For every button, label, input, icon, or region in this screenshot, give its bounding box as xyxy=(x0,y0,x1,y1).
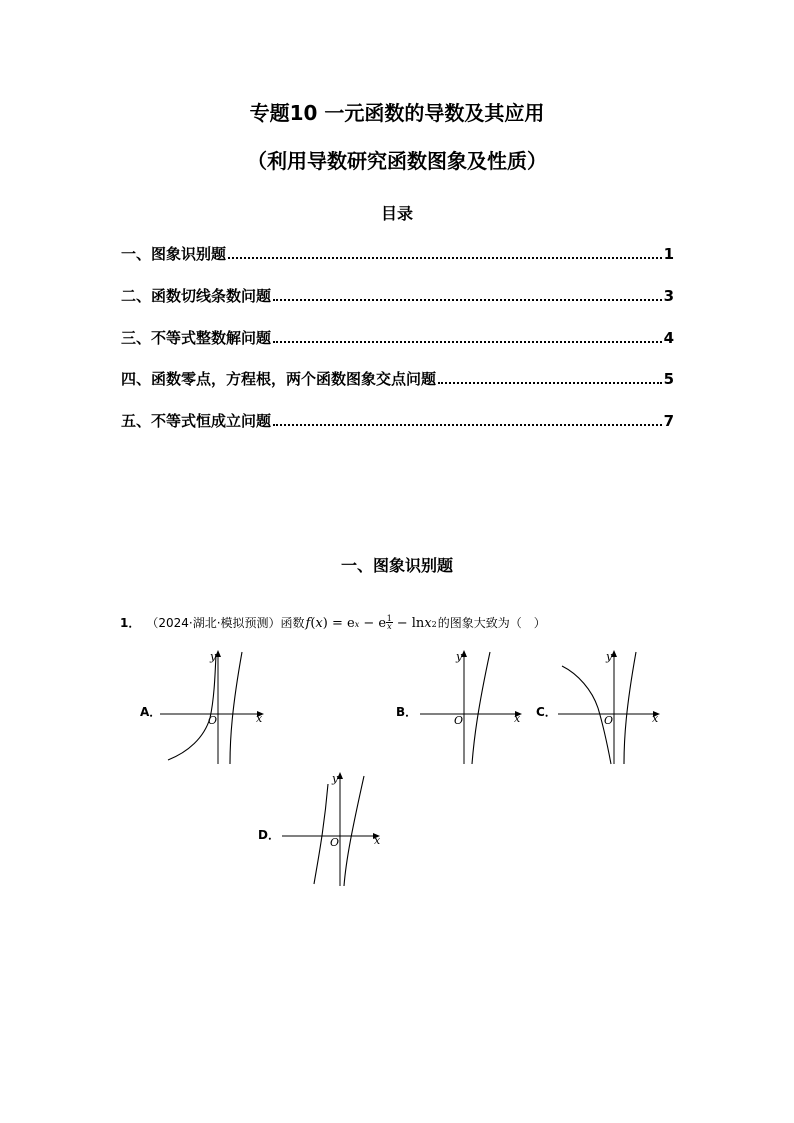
toc-item[interactable] xyxy=(121,368,674,390)
question-formula: f ( x ) = e x − e $\frac{1}{x}$ − ln x 2 xyxy=(305,613,437,631)
question-stem xyxy=(120,614,546,631)
option-a-label[interactable]: A． xyxy=(140,705,162,719)
toc-item-page: 5 xyxy=(663,370,674,388)
curve-right-branch xyxy=(344,776,364,886)
option-b-label[interactable]: B． xyxy=(396,705,418,719)
toc-item-label: 二、函数切线条数问题 xyxy=(121,287,272,305)
origin-label: O xyxy=(604,714,614,727)
document-subtitle: （利用导数研究函数图象及性质） xyxy=(247,149,547,173)
y-axis-label: y xyxy=(606,650,613,663)
x-axis-label: x xyxy=(514,712,521,725)
option-c-graph[interactable] xyxy=(556,648,666,766)
curve-left-branch xyxy=(168,654,216,760)
option-b-graph[interactable] xyxy=(418,648,528,766)
curve-right-branch xyxy=(624,652,636,764)
y-axis-label: y xyxy=(332,772,339,785)
toc-leader xyxy=(228,256,662,259)
y-axis-label: y xyxy=(210,650,217,663)
question-source: （2024·湖北·模拟预测）函数 xyxy=(146,616,305,630)
toc-item[interactable] xyxy=(121,243,674,265)
toc-item[interactable] xyxy=(121,410,674,432)
x-axis-label: x xyxy=(374,834,381,847)
section-heading: 一、图象识别题 xyxy=(340,556,453,575)
origin-label: O xyxy=(330,836,340,849)
toc-leader xyxy=(273,340,662,343)
toc-leader xyxy=(438,381,662,384)
toc-heading: 目录 xyxy=(380,204,413,223)
x-axis-label: x xyxy=(256,712,263,725)
option-d-label[interactable]: D． xyxy=(258,828,280,842)
y-axis-label: y xyxy=(456,650,463,663)
toc-leader xyxy=(273,298,662,301)
toc-item-page: 3 xyxy=(663,287,674,305)
option-d-graph[interactable] xyxy=(280,770,390,888)
origin-label: O xyxy=(208,714,218,727)
toc-item-page: 7 xyxy=(663,412,674,430)
toc-item-label: 三、不等式整数解问题 xyxy=(121,329,272,347)
toc-item-label: 一、图象识别题 xyxy=(121,245,227,263)
toc-leader xyxy=(273,423,662,426)
toc-item-label: 五、不等式恒成立问题 xyxy=(121,412,272,430)
toc-item-page: 1 xyxy=(663,245,674,263)
question-number: 1． xyxy=(120,616,141,630)
curve-branch xyxy=(472,652,490,764)
curve-right-branch xyxy=(230,652,242,764)
curve-left-branch xyxy=(314,784,328,884)
toc-item-page: 4 xyxy=(663,329,674,347)
option-a-graph[interactable] xyxy=(160,648,270,766)
origin-label: O xyxy=(454,714,464,727)
x-axis-label: x xyxy=(652,712,659,725)
option-c-label[interactable]: C． xyxy=(536,705,557,719)
document-title: 专题10 一元函数的导数及其应用 xyxy=(249,101,545,125)
toc-item[interactable] xyxy=(121,285,674,307)
toc-item-label: 四、函数零点，方程根，两个函数图象交点问题 xyxy=(121,370,437,388)
toc-item[interactable] xyxy=(121,327,674,349)
question-stem-end: 的图象大致为（ ） xyxy=(437,616,546,630)
